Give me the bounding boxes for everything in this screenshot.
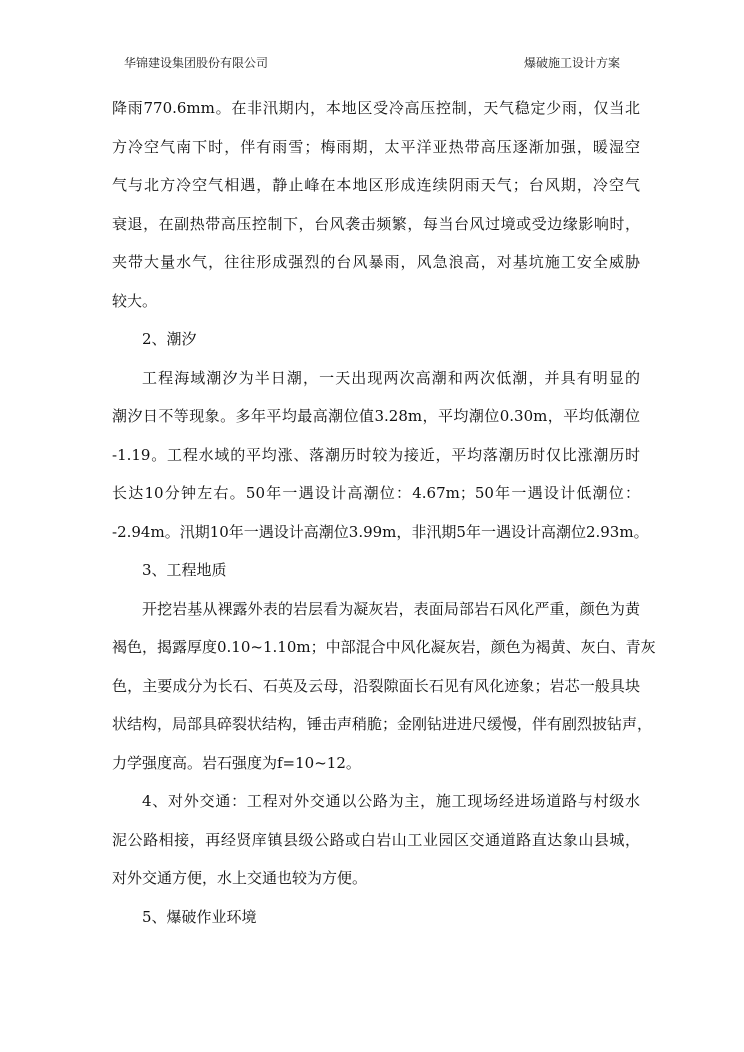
text-line: 5、爆破作业环境 (142, 907, 257, 926)
text-line: 夹带大量水气，往往形成强烈的台风暴雨，风急浪高，对基坑施工安全威胁 (112, 253, 640, 271)
text-line: 色，主要成分为长石、石英及云母，沿裂隙面长石见有风化迹象；岩芯一般具块 (112, 676, 640, 695)
text-line: 气与北方冷空气相遇，静止峰在本地区形成连续阴雨天气；台风期，冷空气 (112, 176, 640, 194)
text-line: 泥公路相接，再经贤庠镇县级公路或白岩山工业园区交通道路直达象山县城， (112, 830, 640, 849)
text-line: 状结构，局部具碎裂状结构，锤击声稍脆；金刚钻进进尺缓慢，伴有剧烈披钻声， (112, 715, 653, 733)
text-line: 工程海域潮汐为半日潮，一天出现两次高潮和两次低潮，并具有明显的 (142, 368, 640, 387)
text-line: 2、潮汐 (142, 330, 197, 348)
text-line: 力学强度高。岩石强度为f=10~12。 (112, 753, 361, 772)
text-line: 长达10分钟左右。50年一遇设计高潮位：4.67m；50年一遇设计低潮位： (112, 484, 640, 502)
text-line: 方冷空气南下时，伴有雨雪；梅雨期，太平洋亚热带高压逐渐加强，暖湿空 (112, 137, 640, 156)
document-body (112, 89, 656, 936)
text-line: 衰退，在副热带高压控制下，台风袭击频繁，每当台风过境或受边缘影响时， (112, 214, 640, 233)
text-line: 4、对外交通：工程对外交通以公路为主，施工现场经进场道路与村级水 (142, 792, 640, 810)
header-doc-title: 爆破施工设计方案 (523, 56, 620, 70)
text-line: 降雨770.6mm。在非汛期内，本地区受冷高压控制，天气稳定少雨，仅当北 (112, 99, 640, 117)
text-line: 较大。 (112, 291, 158, 310)
text-line: -1.19。工程水域的平均涨、落潮历时较为接近，平均落潮历时仅比涨潮历时 (112, 445, 640, 464)
header-company: 华锦建设集团股份有限公司 (124, 56, 269, 70)
text-line: -2.94m。汛期10年一遇设计高潮位3.99m，非汛期5年一遇设计高潮位2.93m。 (112, 522, 649, 541)
text-line: 开挖岩基从裸露外表的岩层看为凝灰岩，表面局部岩石风化严重，颜色为黄 (142, 599, 640, 618)
text-line: 褐色，揭露厚度0.10~1.10m；中部混合中风化凝灰岩，颜色为褐黄、灰白、青灰 (112, 638, 656, 656)
text-line: 潮汐日不等现象。多年平均最高潮位值3.28m，平均潮位0.30m，平均低潮位 (112, 407, 640, 425)
text-line: 3、工程地质 (142, 561, 227, 579)
text-line: 对外交通方便，水上交通也较为方便。 (112, 869, 368, 887)
